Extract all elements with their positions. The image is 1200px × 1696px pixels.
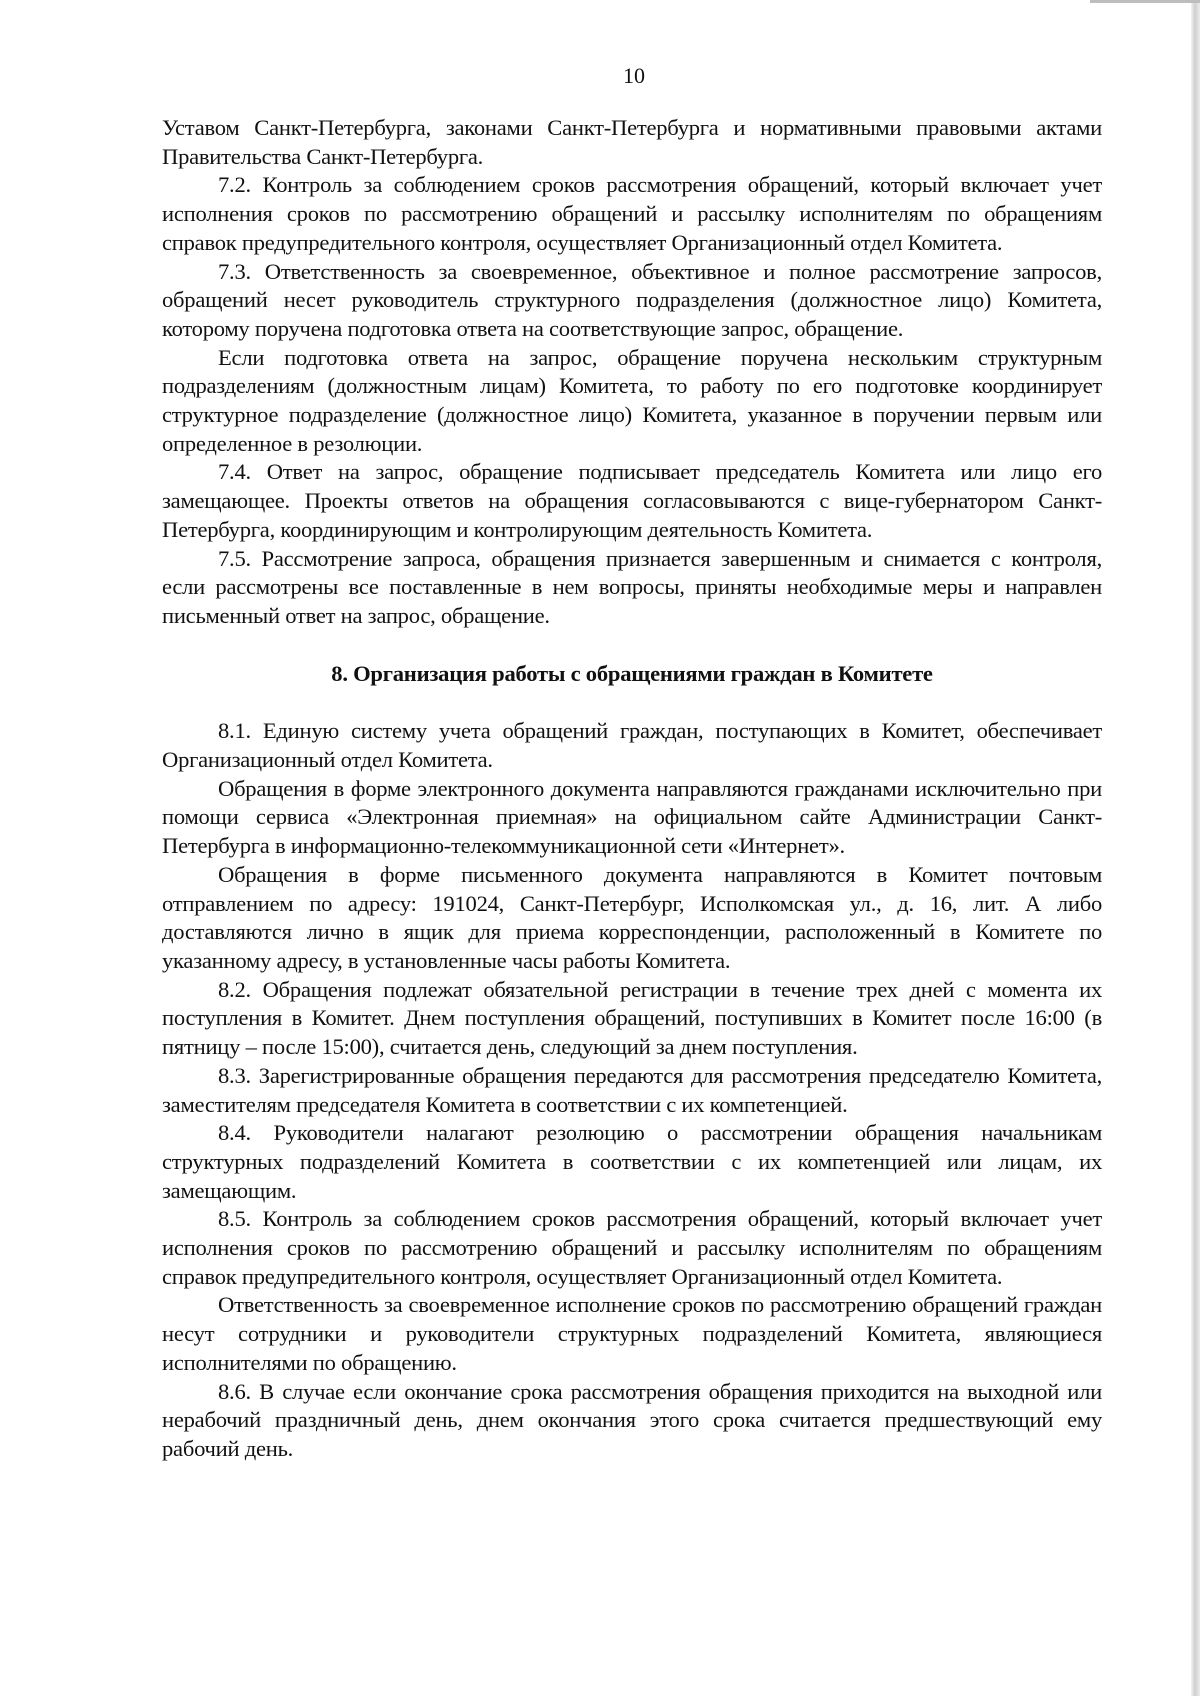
scan-top-mark [1090,0,1200,3]
paragraph-8-2: 8.2. Обращения подлежат обязательной регистрации в течение трех дней с момента их поступления в Комитет. Днем поступления обращений, поступивших в Комитет после 16:00 (в пятницу – после 15:00), считается день, следующий за днем поступления. [162,976,1102,1060]
document-body [162,114,1102,1464]
paragraph-7-2: 7.2. Контроль за соблюдением сроков рассмотрения обращений, который включает учет исполнения сроков по рассмотрению обращений и рассылку исполнителям по обращениям справок предупредительного контроля, осуществляет Организационный отдел Комитета. [162,172,1102,255]
paragraph-8-1: 8.1. Единую систему учета обращений граждан, поступающих в Комитет, обеспечивает Организационный отдел Комитета. [162,718,1102,773]
paragraph-8-6: 8.6. В случае если окончание срока рассмотрения обращения приходится на выходной или нерабочий праздничный день, днем окончания этого срока считается предшествующий ему рабочий день. [162,1378,1102,1461]
paragraph-8-3: 8.3. Зарегистрированные обращения передаются для рассмотрения председателю Комитета, заместителям председателя Комитета в соответствии с их компетенцией. [162,1062,1102,1117]
paragraph-8-1-electronic: Обращения в форме электронного документа направляются гражданами исключительно при помощи сервиса «Электронная приемная» на официальном сайте Администрации Санкт-Петербурга в информационно-телекоммуникационной сети «Интернет». [162,775,1102,859]
section-8-heading: 8. Организация работы с обращениями граждан в Комитете [331,660,933,686]
paragraph-8-4: 8.4. Руководители налагают резолюцию о рассмотрении обращения начальникам структурных подразделений Комитета в соответствии с их компетенцией или лицам, их замещающим. [162,1120,1102,1203]
paragraph-7-5: 7.5. Рассмотрение запроса, обращения признается завершенным и снимается с контроля, если рассмотрены все поставленные в нем вопросы, приняты необходимые меры и направлен письменный ответ на запрос, обращение. [162,545,1102,628]
page-number: 10 [623,63,645,88]
paragraph-7-1-continuation: Уставом Санкт-Петербурга, законами Санкт-Петербурга и нормативными правовыми актами Правительства Санкт-Петербурга. [162,115,1102,169]
paragraph-7-3: 7.3. Ответственность за своевременное, объективное и полное рассмотрение запросов, обращений несет руководитель структурного подразделения (должностное лицо) Комитета, которому поручена подготовка ответа на соответствующие запрос, обращение. [162,258,1102,341]
paragraph-7-4: 7.4. Ответ на запрос, обращение подписывает председатель Комитета или лицо его замещающее. Проекты ответов на обращения согласовываются с вице-губернатором Санкт-Петербурга, координирующим и контролирующим деятельность Комитета. [162,459,1102,542]
scan-edge-shadow [1191,0,1200,1696]
paragraph-8-1-written: Обращения в форме письменного документа направляются в Комитет почтовым отправлением по адресу: 191024, Санкт-Петербург, Исполкомская ул., д. 16, лит. А либо доставляются лично в ящик для приема корреспонденции, расположенный в Комитете по указанному адресу, в установленные часы работы Комитета. [162,861,1102,973]
paragraph-8-5: 8.5. Контроль за соблюдением сроков рассмотрения обращений, который включает учет исполнения сроков по рассмотрению обращений и рассылку исполнителям по обращениям справок предупредительного контроля, осуществляет Организационный отдел Комитета. [162,1206,1102,1289]
paragraph-7-3-multiple-units: Если подготовка ответа на запрос, обращение поручена нескольким структурным подразделениям (должностным лицам) Комитета, то работу по его подготовке координирует структурное подразделение (должностное лицо) Комитета, указанное в поручении первым или определенное в резолюции. [162,344,1102,456]
paragraph-8-5-responsibility: Ответственность за своевременное исполнение сроков по рассмотрению обращений граждан несут сотрудники и руководители структурных подразделений Комитета, являющиеся исполнителями по обращению. [162,1292,1102,1375]
